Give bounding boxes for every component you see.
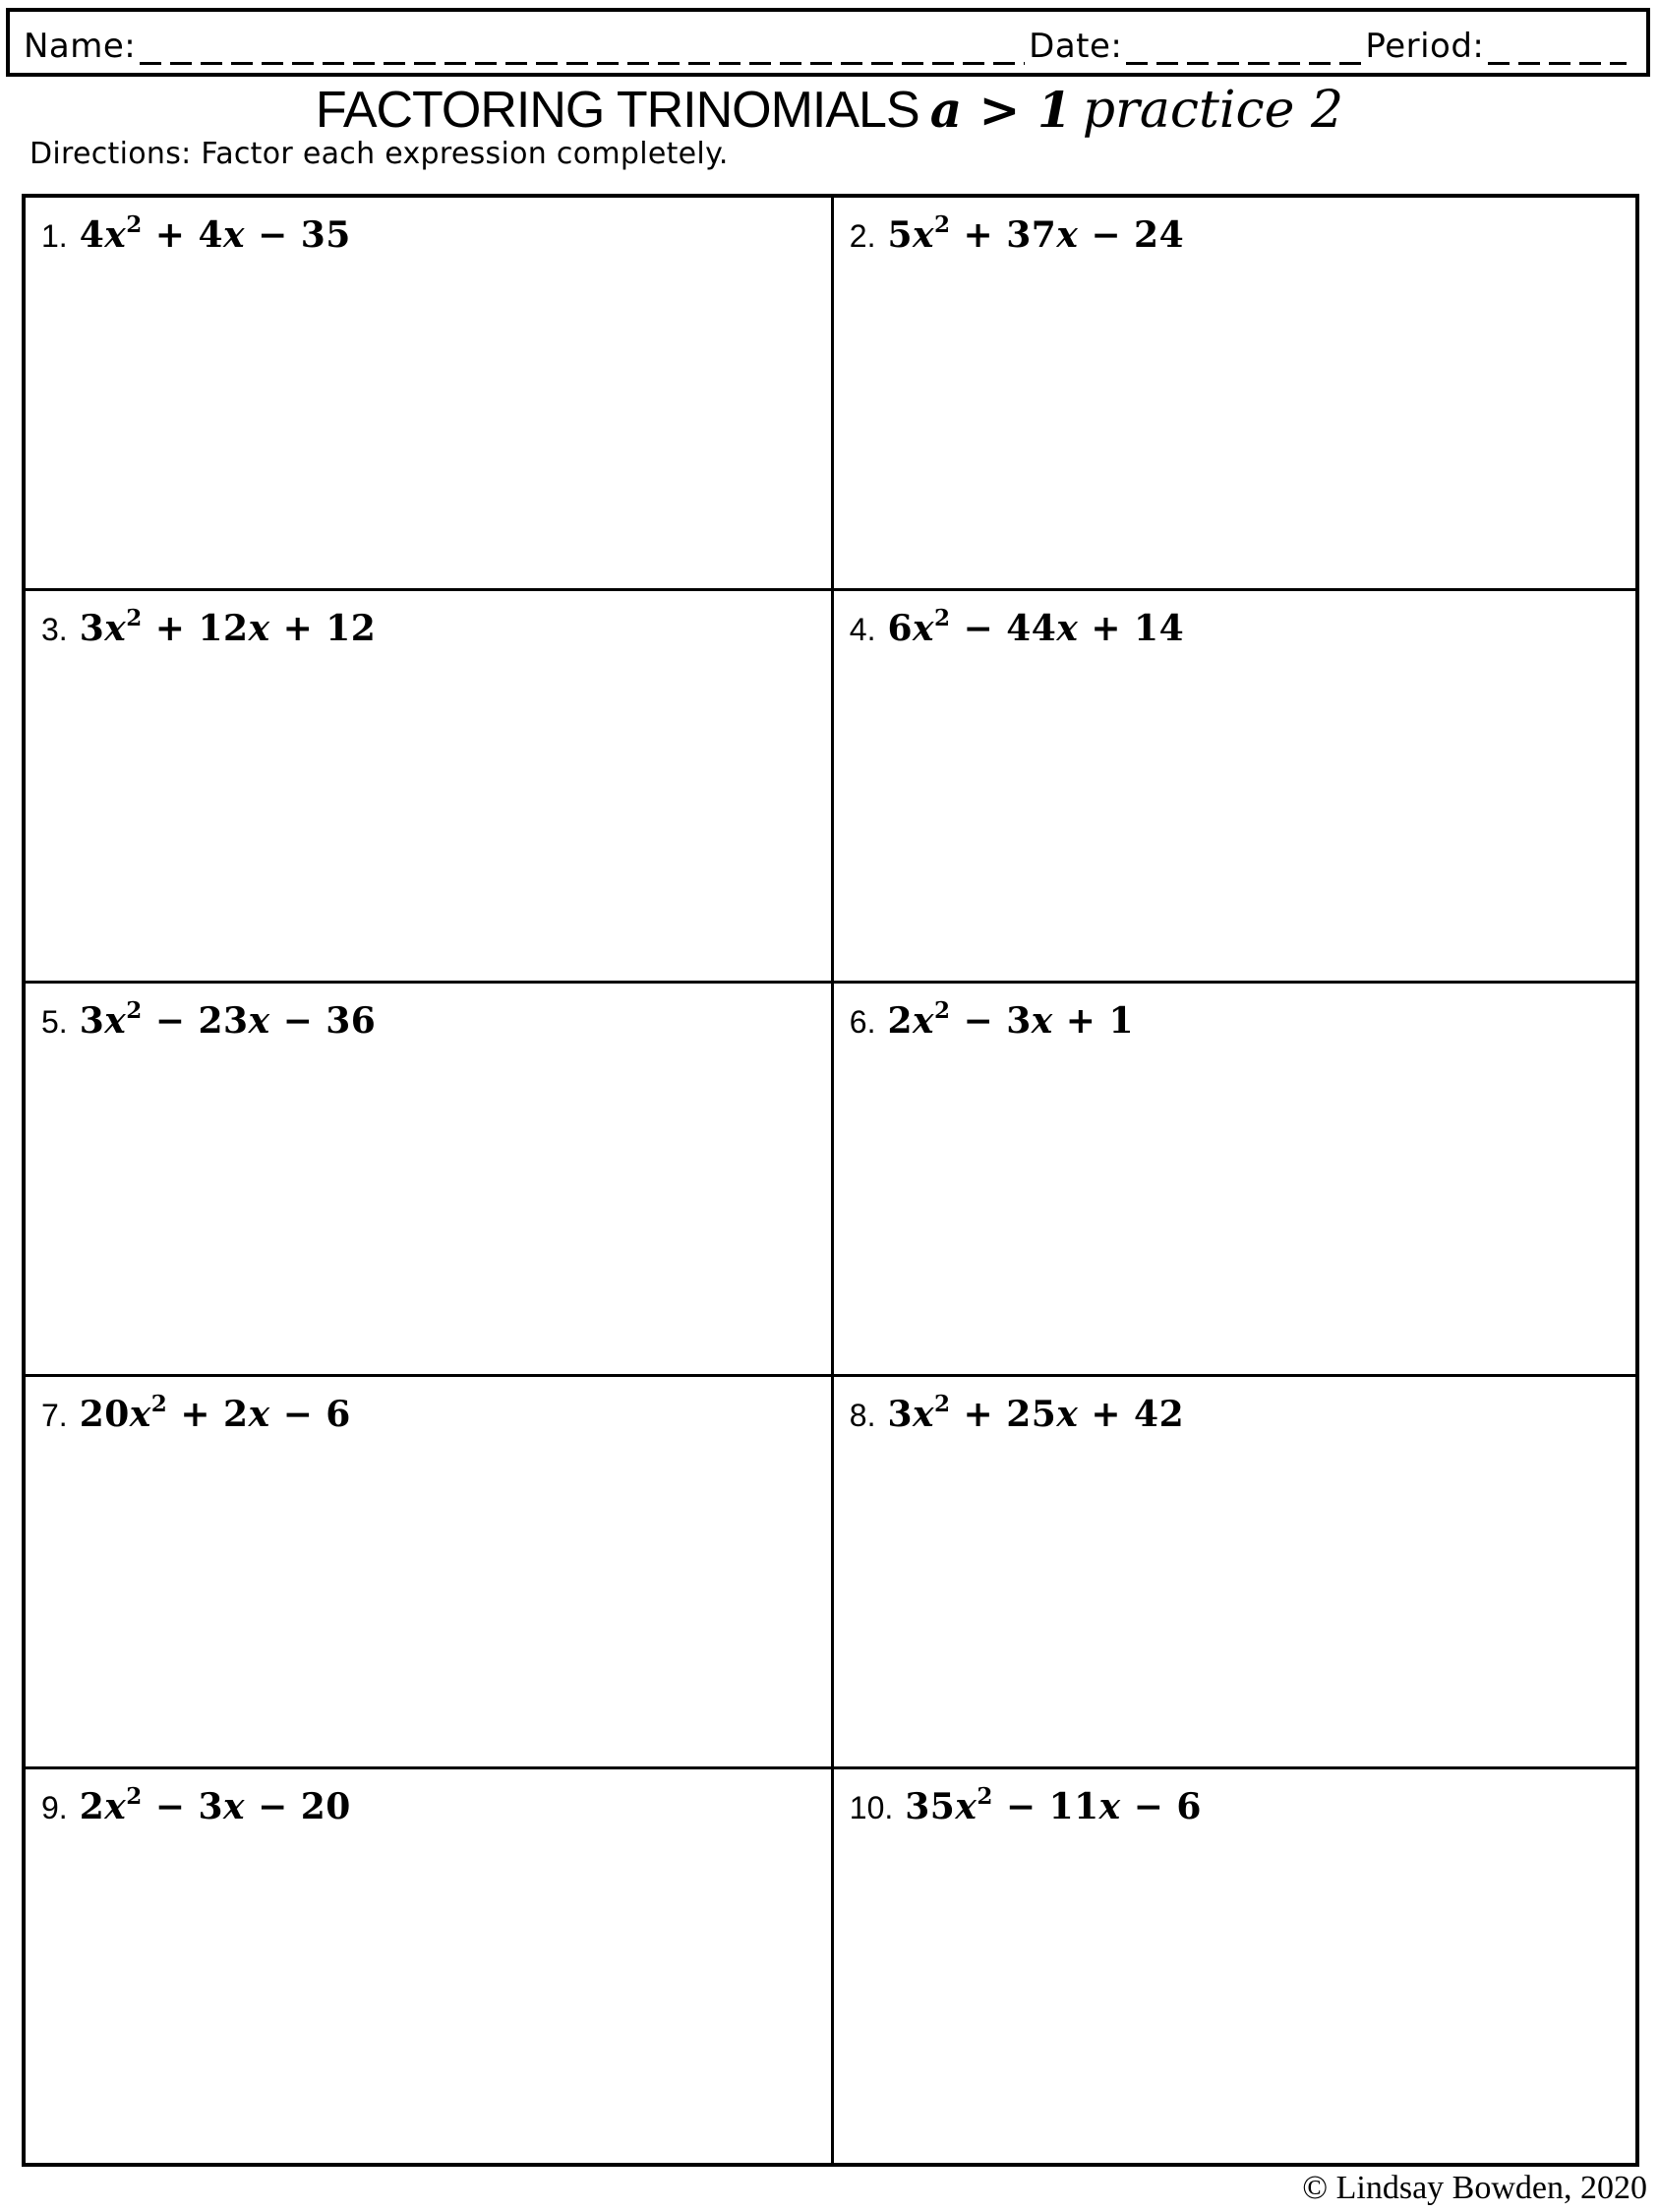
problem-number: 4.: [849, 611, 876, 647]
header-box: [6, 8, 1650, 77]
problem-expression: $2x^2 - 3x - 20$: [79, 1783, 351, 1828]
problem-expression: $3x^2 + 12x + 12$: [79, 604, 377, 649]
title-math-condition: a > 1: [929, 81, 1072, 139]
problem-cell: [834, 1769, 1635, 2163]
date-label: Date:: [1029, 26, 1123, 66]
copyright-text: © Lindsay Bowden, 2020: [1302, 2170, 1647, 2206]
problem-cell: [834, 591, 1635, 985]
page-title: [0, 81, 1659, 140]
problem-cell: [834, 984, 1635, 1377]
problem-expression: $4x^2 + 4x - 35$: [79, 211, 351, 256]
title-practice-number: practice 2: [1082, 81, 1344, 140]
period-label: Period:: [1365, 26, 1485, 66]
problem-cell: [834, 1377, 1635, 1770]
problem-cell: [26, 984, 834, 1377]
problem-cell: [26, 1377, 834, 1770]
problem-number: 2.: [849, 218, 876, 254]
problem-cell: [26, 591, 834, 985]
problem-expression: $5x^2 + 37x - 24$: [887, 211, 1185, 256]
problem-expression: $3x^2 + 25x + 42$: [887, 1390, 1185, 1435]
problem-cell: [834, 198, 1635, 591]
problem-number: 3.: [41, 611, 68, 647]
directions-text: Directions: Factor each expression completely.: [30, 137, 729, 171]
problem-number: 5.: [41, 1004, 68, 1041]
problem-number: 10.: [849, 1790, 894, 1826]
problem-number: 8.: [849, 1397, 876, 1433]
problem-expression: $2x^2 - 3x + 1$: [887, 997, 1135, 1043]
name-label: Name:: [24, 26, 137, 66]
date-blank-line: [1126, 28, 1361, 65]
problem-number: 6.: [849, 1004, 876, 1041]
problem-cell: [26, 198, 834, 591]
name-blank-line: [140, 28, 1025, 65]
problem-expression: $20x^2 + 2x - 6$: [79, 1390, 351, 1435]
problem-number: 9.: [41, 1790, 68, 1826]
problem-number: 1.: [41, 218, 68, 254]
problem-number: 7.: [41, 1397, 68, 1433]
problem-expression: $6x^2 - 44x + 14$: [887, 604, 1185, 649]
problem-cell: [26, 1769, 834, 2163]
problems-grid: [22, 194, 1639, 2167]
problem-expression: $3x^2 - 23x - 36$: [79, 997, 377, 1043]
title-main-text: FACTORING TRINOMIALS: [315, 82, 919, 139]
period-blank-line: [1488, 28, 1627, 65]
problem-expression: $35x^2 - 11x - 6$: [905, 1783, 1202, 1828]
